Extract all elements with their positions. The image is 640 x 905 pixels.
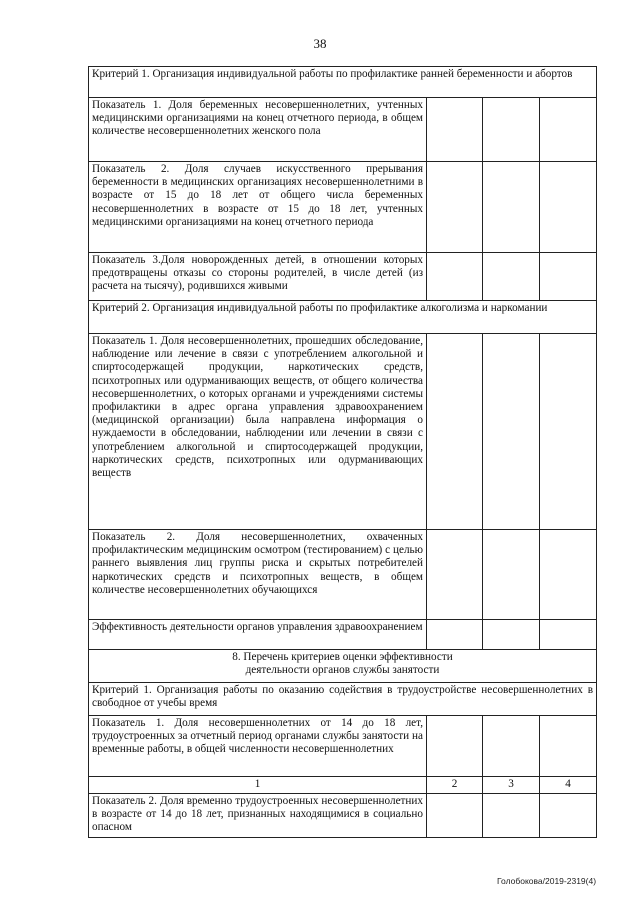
value-cell (427, 716, 483, 777)
section-8-heading (89, 650, 597, 683)
criterion-3-text: Критерий 1. Организация работы по оказанию содействия в трудоустройстве несовершеннолетних в свободное от учебы время (89, 683, 597, 716)
column-number-row (89, 777, 597, 794)
value-cell (483, 162, 540, 253)
value-cell (483, 334, 540, 530)
value-cell (540, 794, 597, 838)
criteria-table (88, 66, 597, 838)
value-cell (483, 530, 540, 620)
value-cell (483, 794, 540, 838)
value-cell (427, 162, 483, 253)
value-cell (540, 162, 597, 253)
criterion-row (89, 683, 597, 716)
value-cell (483, 620, 540, 650)
indicator-text: Показатель 1. Доля беременных несовершеннолетних, учтенных медицинскими организациями на конец отчетного периода, в общем количестве несовершеннолетних женского пола (89, 98, 427, 162)
value-cell (427, 98, 483, 162)
indicator-text: Показатель 3.Доля новорожденных детей, в отношении которых предотвращены отказы со стороны родителей, в числе детей (из расчета на тысячу), родившихся живыми (89, 253, 427, 301)
page-number: 38 (313, 36, 327, 51)
value-cell (483, 716, 540, 777)
column-number-1: 1 (89, 777, 427, 794)
document-footer-code: Голобокова/2019-2319(4) (497, 876, 597, 886)
criterion-row (89, 67, 597, 98)
indicator-row (89, 530, 597, 620)
section-8-line-2: деятельности органов службы занятости (245, 664, 440, 677)
value-cell (540, 98, 597, 162)
indicator-text: Показатель 1. Доля несовершеннолетних от 14 до 18 лет, трудоустроенных за отчетный период органами службы занятости на временные работы, в общей численности несовершеннолетних (89, 716, 427, 777)
effectiveness-row (89, 620, 597, 650)
indicator-row (89, 253, 597, 301)
effectiveness-text: Эффективность деятельности органов управления здравоохранением (89, 620, 427, 650)
indicator-row (89, 98, 597, 162)
value-cell (483, 98, 540, 162)
section-heading-row (89, 650, 597, 683)
indicator-row (89, 716, 597, 777)
indicator-row (89, 794, 597, 838)
indicator-text: Показатель 2. Доля случаев искусственного прерывания беременности в медицинских организациях несовершеннолетними в возрасте от 15 до 18 лет от общего числа беременных несовершеннолетних в возрасте от 15 до 18 лет, учтенных медицинскими организациями на конец отчетного периода (89, 162, 427, 253)
value-cell (427, 334, 483, 530)
value-cell (427, 253, 483, 301)
value-cell (427, 530, 483, 620)
indicator-row (89, 162, 597, 253)
indicator-text: Показатель 2. Доля временно трудоустроенных несовершеннолетних в возрасте от 14 до 18 лет, признанных находящимися в социально опасном (89, 794, 427, 838)
value-cell (427, 794, 483, 838)
value-cell (540, 620, 597, 650)
criterion-row (89, 301, 597, 334)
column-number-2: 2 (427, 777, 483, 794)
value-cell (540, 716, 597, 777)
indicator-row (89, 334, 597, 530)
value-cell (540, 530, 597, 620)
criterion-2-text: Критерий 2. Организация индивидуальной работы по профилактике алкоголизма и наркомании (89, 301, 597, 334)
value-cell (540, 253, 597, 301)
column-number-3: 3 (483, 777, 540, 794)
value-cell (427, 620, 483, 650)
column-number-4: 4 (540, 777, 597, 794)
value-cell (483, 253, 540, 301)
indicator-text: Показатель 1. Доля несовершеннолетних, прошедших обследование, наблюдение или лечение в связи с употреблением алкогольной и спиртосодержащей продукции, наркотических средств, психотропных или одурманивающих веществ, от общего количества несовершеннолетних, о которых органами и учреждениями системы профилактики в адрес органа управления здравоохранением (медицинской организации) была направлена информация о нуждаемости в обследовании, наблюдении или лечении в связи с употреблением алкогольной и спиртосодержащей продукции, наркотических средств, психотропных или одурманивающих веществ (89, 334, 427, 530)
criterion-1-text: Критерий 1. Организация индивидуальной работы по профилактике ранней беременности и абортов (89, 67, 597, 98)
value-cell (540, 334, 597, 530)
section-8-line-1: 8. Перечень критериев оценки эффективности (232, 651, 453, 663)
indicator-text: Показатель 2. Доля несовершеннолетних, охваченных профилактическим медицинским осмотром (тестированием) с целью раннего выявления лиц группы риска и скрытых потребителей наркотических средств и психотропных веществ, в общем количестве несовершеннолетних обучающихся (89, 530, 427, 620)
